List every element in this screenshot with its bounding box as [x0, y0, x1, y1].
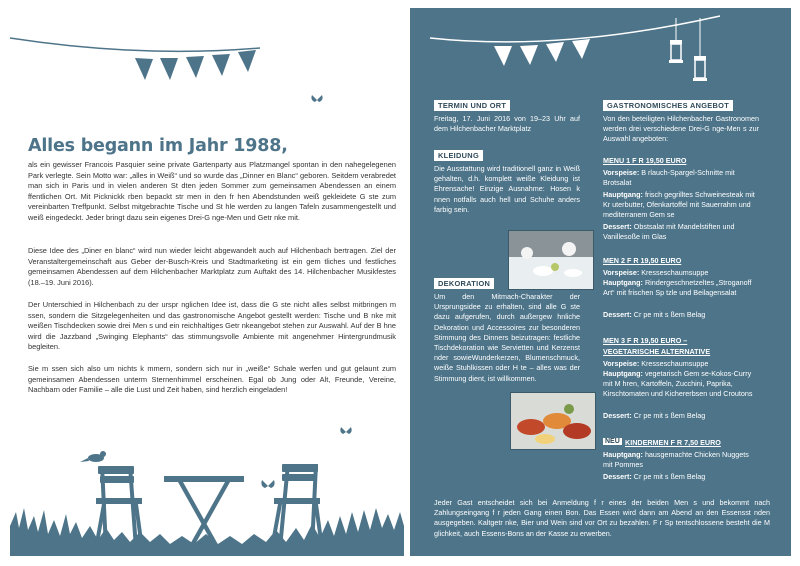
- bird-icon: [80, 451, 106, 462]
- butterfly-icon: [340, 427, 351, 434]
- garden-scene-illustration: [10, 416, 404, 556]
- menu-1-starter: Vorspeise: B rlauch-Spargel-Schnitte mit Brotsalat: [603, 168, 735, 188]
- menu-3-title: MEN 3 F R 19,50 EURO –: [603, 336, 688, 345]
- difference-paragraph: Der Unterschied in Hilchenbach zu der urspr nglichen Idee ist, dass die G ste nicht alles selbst mitbringen m ssen, sondern die Sitzgelegenheiten und das gastronomische Angebot gestellt werden: Tische und B nke mit weißen Tischdecken sowie drei Men s und ein reichhaltiges Getr nkeangebot stehen zur Auswahl. Auf der B hne wird die Jazzband „Swinging Elephants“ das stimmungsvolle Ambiente mit angenehmer Hintergrundmusik begleiten.: [28, 300, 396, 351]
- menu-2-dessert: Dessert: Cr pe mit s ßem Belag: [603, 310, 706, 319]
- menu-3-subtitle: VEGETARISCHE ALTERNATIVE: [603, 347, 711, 356]
- dinner-table-photo: [508, 230, 594, 290]
- right-page: [410, 8, 791, 556]
- menu-1-dessert: Dessert: Obstsalat mit Mandelstiften und Vanillesoße im Glas: [603, 222, 735, 242]
- menu-2-starter: Vorspeise: Kresseschaumsuppe: [603, 268, 709, 277]
- kids-menu-main: Hauptgang: hausgemachte Chicken Nuggets mit Pommes: [603, 450, 749, 470]
- registration-info: Jeder Gast entscheidet sich bei Anmeldung f r eines der beiden Men s und bekommt nach Zahlungseingang f r jeden Gang einen Bon. Das Essen wird dann am Abend an den Essensst nden ausgegeben. Kaltgetr nke, Bier und Wein sind vor Ort zu bezahlen. F r Sp tentschlossene besteht die M glichkeit, auch Essens-Bons an der Kasse zu erwerben.: [434, 498, 770, 538]
- kids-menu-dessert: Dessert: Cr pe mit s ßem Belag: [603, 472, 706, 481]
- food-buffet-photo: [510, 392, 596, 450]
- page-title: Alles begann im Jahr 1988,: [28, 136, 288, 156]
- left-page: [10, 8, 404, 556]
- gastro-intro: Von den beteiligten Hilchenbacher Gastronomen werden drei verschiedene Drei-G nge-Men s zur Auswahl angeboten:: [603, 114, 759, 144]
- new-badge: NEU: [605, 438, 620, 445]
- menu-2-title: MEN 2 F R 19,50 EURO: [603, 256, 682, 265]
- menu-2-main: Hauptgang: Rindergeschnetzeltes „Stroganoff Art“ mit frischen Sp tzle und Beilagensalat: [603, 278, 752, 298]
- bunting-icon: [10, 8, 404, 98]
- termin-text: Freitag, 17. Juni 2016 von 19–23 Uhr auf dem Hilchenbacher Marktplatz: [434, 114, 580, 134]
- menu-1-title: MENU 1 F R 19,50 EURO: [603, 156, 687, 165]
- kids-menu-title: KINDERMEN F R 7,50 EURO: [625, 438, 721, 447]
- intro-paragraph: als ein gewisser Francois Pasquier seine private Gartenparty aus Platzmangel spontan in den nahegelegenen Park verlegte. Sein Motto war: „alles in Weiß“ und so wurde das „Dinner en Blanc“ geboren. Seitdem verabredet man sich in Paris und in vielen anderen St dten jeden Sommer zum gemeinsamen Abendessen an einem ffentlichen Ort. Mit Picknickk rben bepackt str men in den fr hen Abendstunden weiß gekleidete G ste zum vereinbarten Treffpunkt. Selbst mitgebrachte Tische und St hle werden zu langen Tafeln zusammengestellt und weiß eingedeckt. Jeder bringt dazu sein eigenes Drei-G nge-Men und Getr nke mit.: [28, 160, 396, 222]
- menu-3-starter: Vorspeise: Kresseschaumsuppe: [603, 359, 709, 368]
- gastro-heading: GASTRONOMISCHES ANGEBOT: [603, 100, 733, 111]
- bunting-icon: [410, 8, 791, 98]
- dekoration-heading: DEKORATION: [434, 278, 494, 289]
- idea-paragraph: Diese Idee des „Diner en blanc“ wird nun wieder leicht abgewandelt auch auf Hilchenbach bertragen. Ziel der Veranstaltergemeinschaft aus Geber der-Busch-Kreis und Stadtmarketing ist ein gem tliches und festliches gemeinsamen Abendessen auf dem Hilchenbacher Marktplatz zum Auftakt des 14. Hilchenbacher Musikfestes (18.–19. Juni 2016).: [28, 246, 396, 287]
- menu-3-dessert: Dessert: Cr pe mit s ßem Belag: [603, 411, 706, 420]
- dekoration-text: Um den Mitmach-Charakter der Ursprungsidee zu erhalten, sind alle G ste dazu aufgerufen, durch außergew hnliche Dekoration und Accessoires zur besonderen Stimmung des Dinners beizutragen: festliche Tischdekoration wie Servietten und Kerzenst nder sowieWunderkerzen, Blumenschmuck, weiße Stuhlkissen oder H te – alles was der Stimmung dient, ist willkommen.: [434, 292, 580, 383]
- butterfly-icon: [261, 480, 274, 488]
- termin-heading: TERMIN UND ORT: [434, 100, 510, 111]
- menu-3-main: Hauptgang: vegetarisch Gem se-Kokos-Curry mit M hren, Kartoffeln, Zucchini, Paprika, Kirschtomaten und Kichererbsen und Croutons: [603, 369, 753, 399]
- butterfly-icon: [310, 94, 324, 106]
- kleidung-text: Die Ausstattung wird traditionell ganz in Weiß gehalten, d.h. komplett weiße Kleidung ist Ehrensache! Einzige Ausnahme: Hosen k nnen notfalls auch hell und Schuhe anders farbig sein.: [434, 164, 580, 214]
- menu-1-main: Hauptgang: frisch gegrilltes Schweinesteak mit Kr uterbutter, Ofenkartoffel mit Sauerrahm und mediterranem Gem se: [603, 190, 755, 220]
- kleidung-heading: KLEIDUNG: [434, 150, 483, 161]
- lantern-icon: [660, 18, 720, 98]
- invitation-paragraph: Sie m ssen sich also um nichts k mmern, sondern sich nur in „weiße“ Schale werfen und gut gelaunt zum gemeinsamen Abendessen unterm Sternenhimmel erscheinen. Egal ob Jung oder Alt, Freunde, Vereine, Nachbarn oder Familie – alle die Lust und Zeit haben, sind herzlich eingeladen!: [28, 364, 396, 394]
